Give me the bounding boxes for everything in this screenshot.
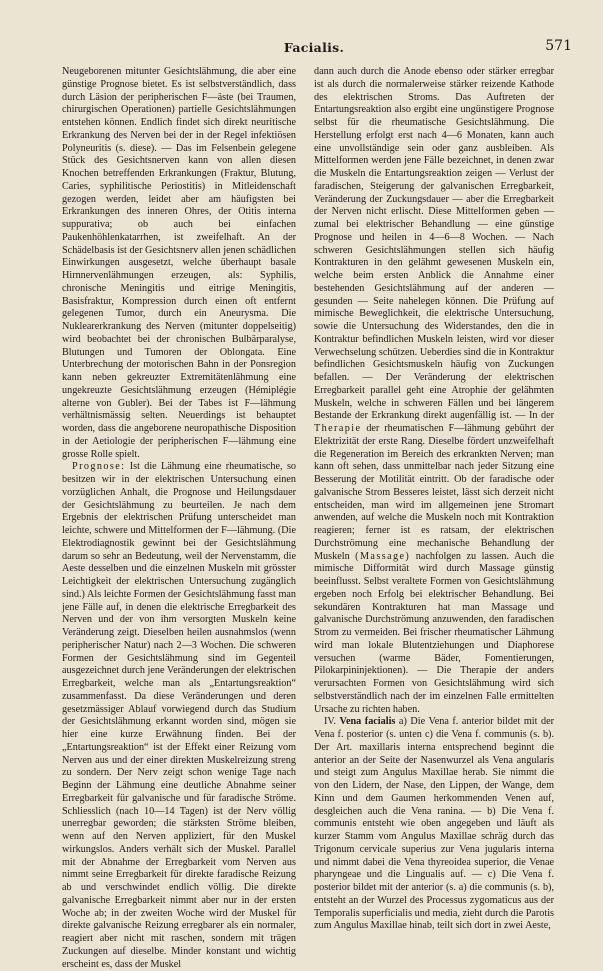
page-header — [56, 40, 572, 60]
therapie-heading: Therapie — [314, 423, 362, 434]
vena-facialis-text: a) Die Vena f. anterior bildet mit der Vena f. posterior (s. unten c) die Vena f. communis (s. b). Der Art. maxillaris interna entsprechend beginnt die anterior an der Seite der Nasenwurzel als Vena angularis und steigt zum Angulus Maxillae herab. Sie nimmt die von den Lidern, der Nase, den Lippen, der Wange, dem Kinn und dem Gaumen herkommenden Venen auf, desgleichen auch die Vena ranina. — b) Die Vena f. communis entsteht wie oben angegeben und läuft als kurzer Stamm vom Angulus Maxillae schräg durch das Trigonum cervicale superius zur Vena jugularis interna und nimmt dabei die Vena thyreoidea superior, die Venae pharyngeae und die Lingualis auf. — c) Die Vena f. posterior bildet mit der anterior (s. a) die communis (s. b), entsteht an der Wurzel des Processus zygomaticus aus der Temporalis superficialis und media, zieht durch die Parotis zum Angulus Maxillae hinab, teilt sich dort in zwei Aeste, — [314, 716, 555, 932]
paragraph-prognose — [62, 461, 296, 971]
paragraph-therapie — [314, 66, 554, 716]
running-head-title: Facialis. — [283, 40, 345, 55]
section-number: IV. — [324, 716, 336, 728]
therapie-text-cont: nachfolgen zu lassen. Auch die mimische Difformität wird durch Massage günstig beeinflusst. Selbst veraltete Formen von Gesichtslähmung ergeben noch Erfolg bei elektrischer Behandlung. Bei sekundären Kontrakturen hat man Massage und galvanische Durchströmung anzuwenden, den faradischen Strom zu vermeiden. Bei frischer rheumatischer Lähmung wird man lokale Blutentziehungen und Diaphorese versuchen (warme Bäder, Fomentierungen, Pilokarpininjektionen). — Die Therapie der anders verursachten Formen von Gesichtslähmung wird sich selbstverständlich nach der im einzelnen Falle ermittelten Ursache zu richten haben. — [314, 550, 555, 715]
right-text-column — [314, 66, 554, 930]
vena-facialis-heading: Vena facialis — [339, 716, 396, 728]
paragraph-vena-facialis — [314, 716, 554, 933]
page-number: 571 — [545, 38, 572, 54]
continuation-text: dann auch durch die Anode ebenso oder stärker erregbar ist als durch die normalerweise stärker reizende Kathode des elektrischen Stroms. Das Auftreten der Entartungsreaktion also ergibt eine ungünstigere Prognose selbst für die rheumatische Gesichtslähmung. Die Herstellung erfolgt erst nach 4—6 Monaten, kann auch eine unvollständige sein oder ganz ausbleiben. Als Mittelformen werden jene Fälle bezeichnet, in denen zwar die Muskeln die Entartungsreaktion zeigen — Verlust der faradischen, Steigerung der galvanischen Erregbarkeit, Veränderung der Zuckungsdauer — aber die Erregbarkeit der Nerven nicht erlischt. Diese Mittelformen geben — zumal bei elektrischer Behandlung — eine günstige Prognose und heilen in 4—6—8 Wochen. — Nach schweren Gesichtslähmungen stellen sich häufig Kontrakturen in den gelähmt gewesenen Muskeln ein, welche beim ersten Anblick die Annahme einer bestehenden Gesichtslähmung auf der anderen — gesunden — Seite nahelegen können. Die Prüfung auf mimische Beweglichkeit, die elektrische Untersuchung, sowie die Untersuchung des Widerstandes, den die in Kontraktur befindlichen Muskeln leisten, wird vor dieser Verwechselung schützen. Ueberdies sind die in Kontraktur befindlichen Gesichtsmuskeln häufig von Zuckungen befallen. — Der Veränderung der elektrischen Erregbarkeit parallel geht eine Atrophie der gelähmten Muskeln, welche in schweren Fällen und bei längerem Bestande der Erkrankung direkt augenfällig ist. — In der — [314, 66, 554, 422]
therapie-text: der rheumatischen F—lähmung gebührt der Elektrizität der erste Rang. Dieselbe fördert unzweifelhaft die Regeneration im Bereich des erkrankten Nerven; man kann oft sehen, dass unmittelbar nach jeder Sitzung eine Besserung der Motilität eintritt. Ob der faradische oder galvanische Strom Besseres leistet, lässt sich derzeit nicht entscheiden, man wird im allgemeinen jene Stromart anwenden, auf welche die Muskeln noch mit Kontraktion reagieren; ferner ist es ratsam, der elektrischen Durchströmung eine mechanische Behandlung der Muskeln — [314, 423, 554, 562]
prognose-heading: Prognose: — [72, 461, 126, 473]
paragraph-aetiologie: Neugeborenen mitunter Gesichtslähmung, die aber eine günstige Prognose bietet. Es ist selbstverständlich, dass durch Läsion der peripherischen F—äste (bei Traumen, chirurgischen Operationen) partielle Gesichtslähmungen entstehen können. Endlich findet sich direkt neuritische Erkrankung des Nerven bei der in der Regel infektiösen Polyneuritis (s. diese). — Das im Felsenbein gelegene Stück des Gesichtsnerven kann von allen diesen Knochen betreffenden Erkrankungen (Fraktur, Blutung, Caries, syphilitische Periostitis) in Mitleidenschaft gezogen werden, leidet aber am häufigsten bei Erkrankungen des inneren Ohres, der Otitis interna suppurativa; ob auch bei einfachen Paukenhöhlenkatarrhen, ist zweifelhaft. An der Schädelbasis ist der Gesichtsnerv allen jenen schädlichen Einwirkungen ausgesetzt, welche überhaupt basale Hirnnervenlähmungen erzeugen, als: Syphilis, chronische Meningitis und eitrige Meningitis, Basisfraktur, Kompression durch einen oft entfernt gelegenen Tumor, durch ein Aneurysma. Die Nuklearerkrankung des Nerven (mitunter doppelseitig) wird beobachtet bei der chronischen Bulbärparalyse, Blutungen und Tumoren der Oblongata. Eine Unterbrechung der motorischen Bahn in der Ponsregion kann neben gekreuzter Extremitätenlähmung eine ungekreuzte Gesichtslähmung erzeugen (Hémiplégie alterne von Gubler). Bei der Tabes ist F—lähmung verhältnismässig selten. Neuerdings ist behauptet worden, dass die angeborene neuropathische Disposition in der Aetiologie der peripherischen F—lähmung eine grosse Rolle spielt. — [62, 66, 296, 460]
left-text-column — [62, 66, 296, 970]
massage-term: (Massage) — [355, 550, 411, 562]
prognose-text: Ist die Lähmung eine rheumatische, so besitzen wir in der elektrischen Untersuchung einen vorzüglichen Anhalt, die Prognose und Heilungsdauer der Gesichtslähmung zu beurteilen. Je nach dem Ergebnis der elektrischen Prüfung unterscheidet man leichte, schwere und Mittelformen der F—lähmung. (Die Elektrodiagnostik gewinnt bei der Gesichtslähmung darum so sehr an Bedeutung, weil der Nervenstamm, die Aeste desselben und die einzelnen Muskeln mit grösster Leichtigkeit der elektrischen Untersuchung zugänglich sind.) Als leichte Formen der Gesichtslähmung fasst man jene Fälle auf, in denen die elektrische Erregbarkeit des Nerven und der von ihm versorgten Muskeln keine Veränderung zeigt. Dieselben heilen ausnahmslos (wenn peripherischer Natur) nach 2—3 Wochen. Die schweren Formen der Gesichtslähmung sind im Gegenteil ausgezeichnet durch jene Veränderungen der elektrischen Erregbarkeit, welche man als „Entartungsreaktion“ zusammenfasst. Da diese Veränderungen und deren gesetzmässiger Ablauf vorwiegend durch das Studium der Gesichtslähmung erkannt worden sind, mögen sie hier eine kurze Erwähnung finden. Bei der „Entartungsreaktion“ ist der Effekt einer Reizung vom Nerven aus und der einer direkten Muskelreizung streng zu sondern. Der Nerv zeigt schon wenige Tage nach Beginn der Lähmung eine deutliche Abnahme seiner Erregbarkeit für galvanische und für faradische Ströme. Schliesslich (nach 10—14 Tagen) ist der Nerv völlig unerregbar geworden; die stärksten Ströme bleiben, wenn auf den Nerven appliziert, für den Muskel wirkungslos. Anders verhält sich der Muskel. Parallel mit der Abnahme der Erregbarkeit vom Nerven aus nimmt seine Erregbarkeit für direkte faradische Reizung ab und verschwindet endlich völlig. Die direkte galvanische Erregbarkeit nimmt aber nur in der ersten Woche ab; in der zweiten Woche wird der Muskel für direkte galvanische Reizung erregbarer als ein normaler, reagiert aber nicht mit raschen, sondern mit trägen Zuckungen auf dieselbe. Minder konstant und wichtig erscheint es, dass der Muskel — [62, 461, 296, 970]
